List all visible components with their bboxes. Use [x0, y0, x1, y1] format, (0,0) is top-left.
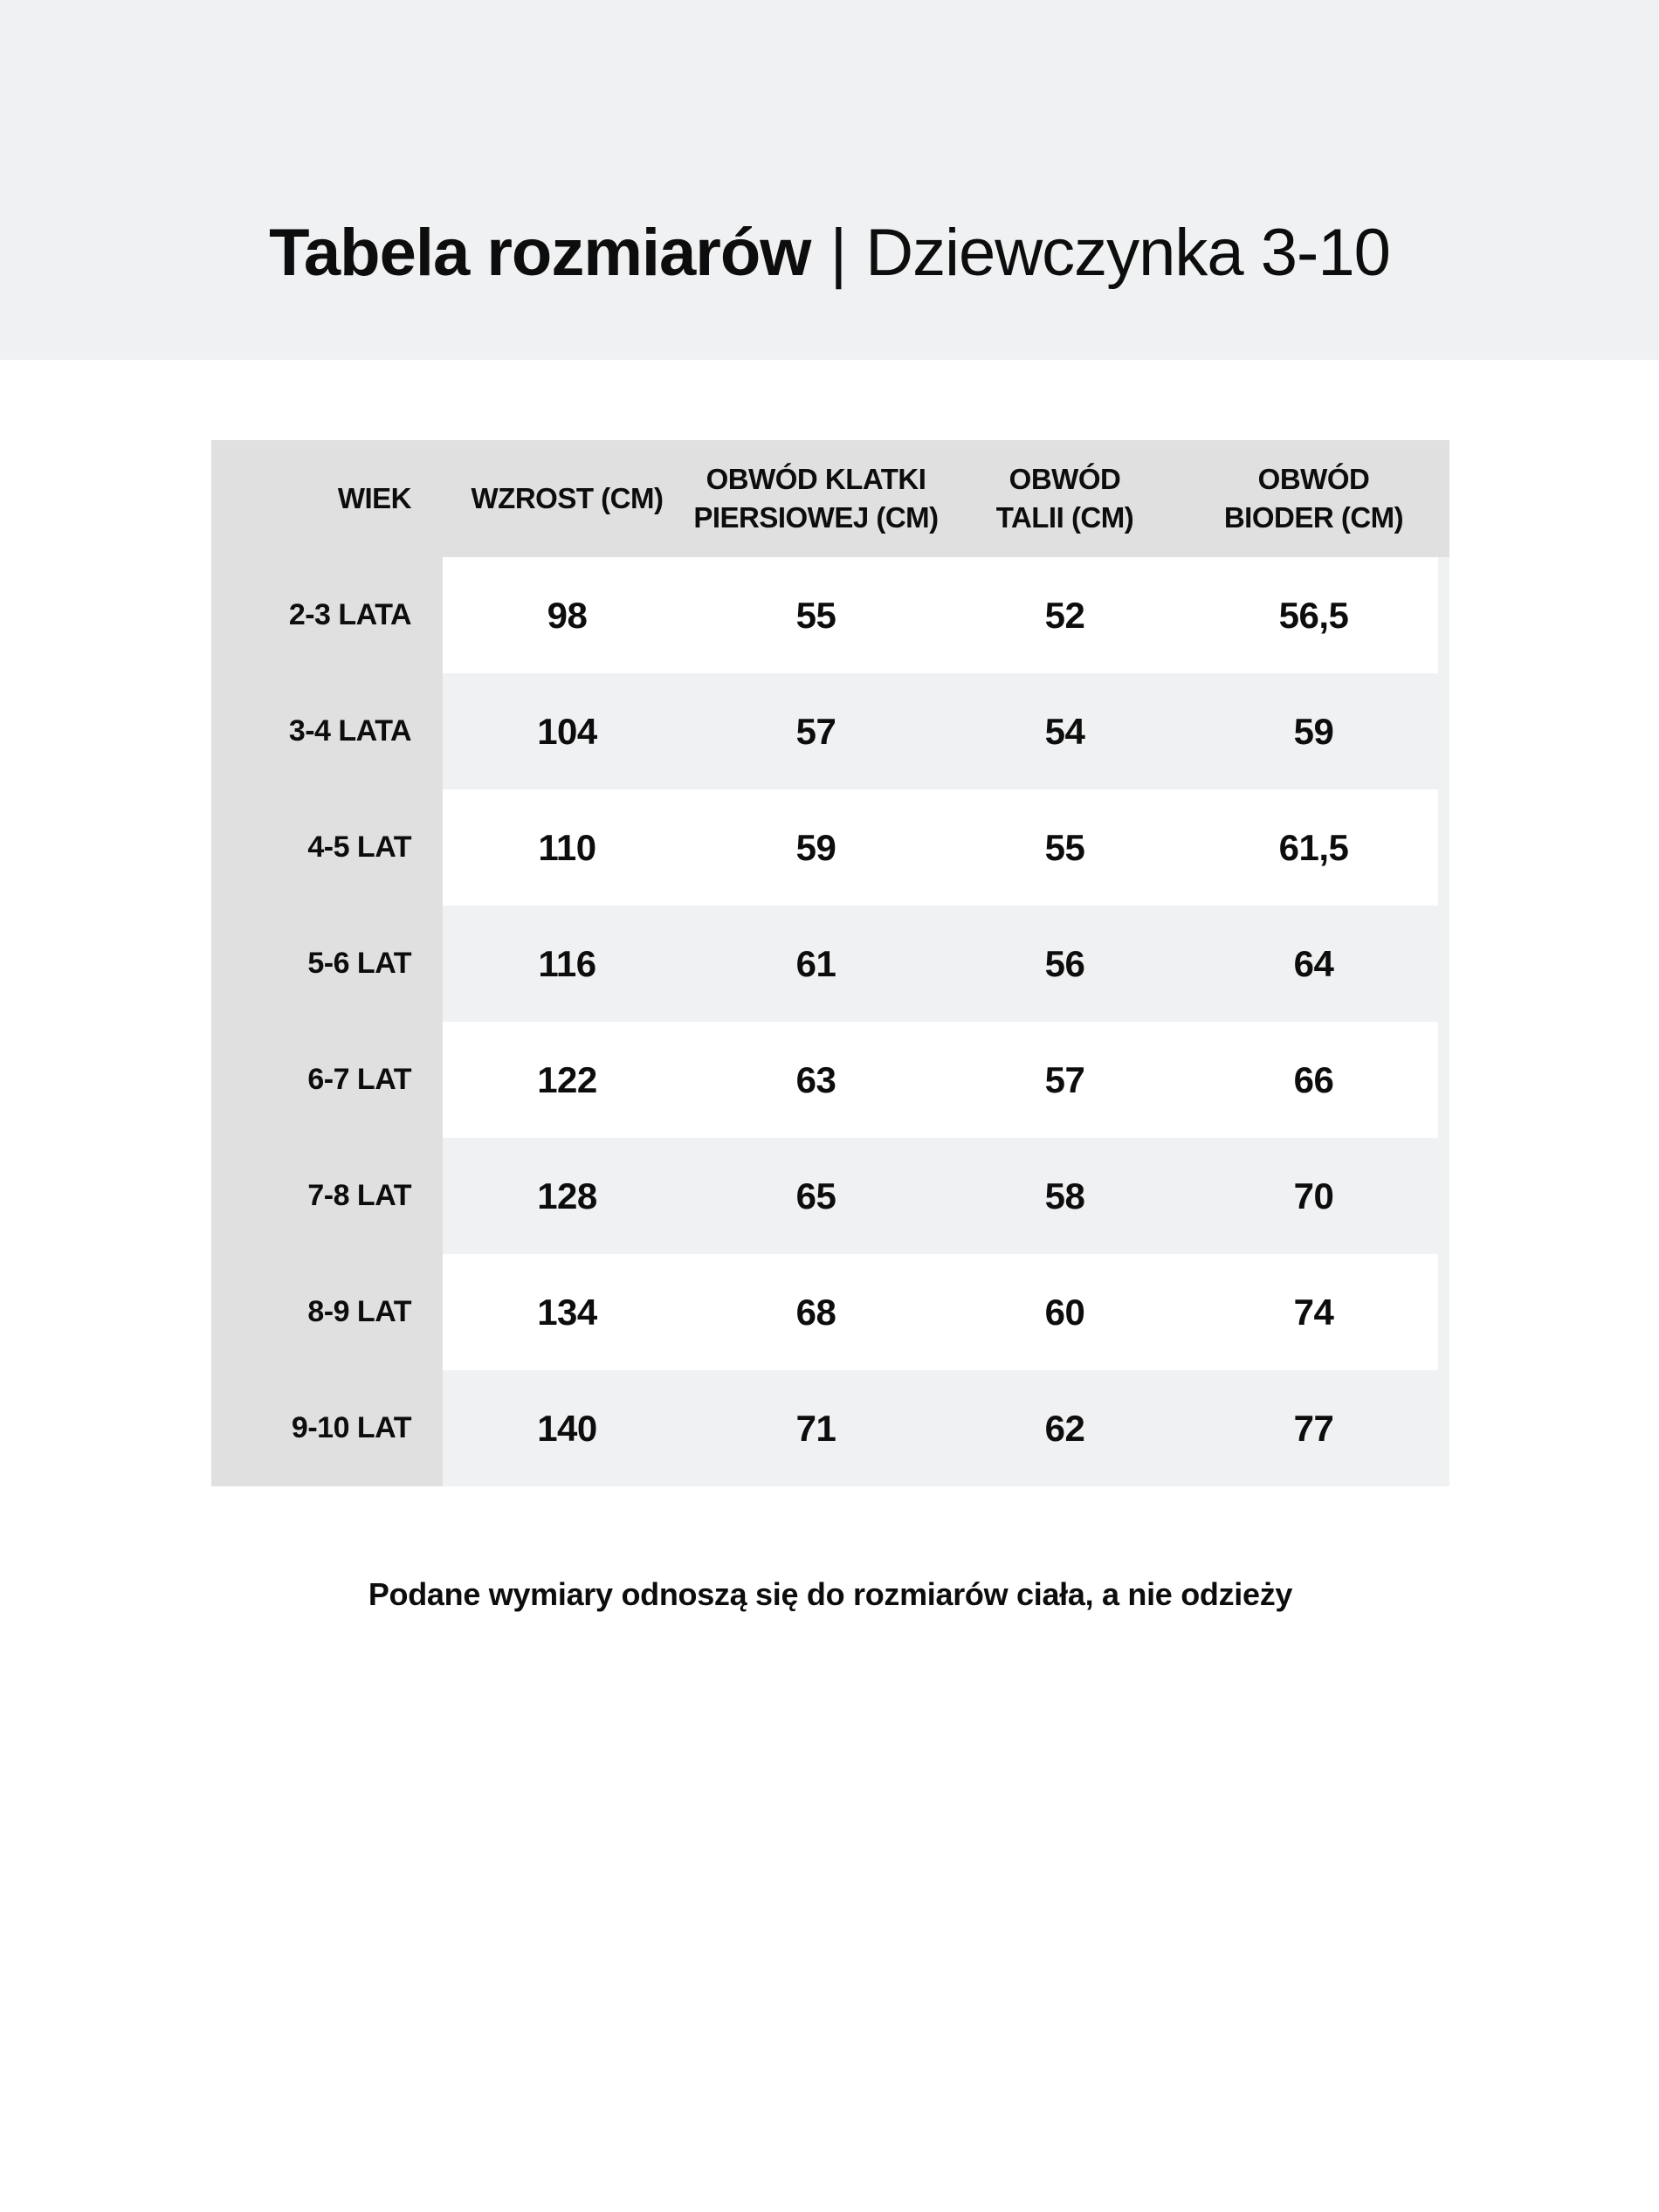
hips-cell: 70: [1189, 1138, 1438, 1254]
chest-cell: 59: [692, 789, 940, 906]
table-row: [211, 1022, 1449, 1138]
page-title: [0, 0, 1659, 290]
height-cell: 116: [443, 906, 692, 1022]
age-cell: 2-3 LATA: [211, 557, 443, 673]
waist-cell: 60: [940, 1254, 1189, 1370]
height-cell: 128: [443, 1138, 692, 1254]
chest-cell: 65: [692, 1138, 940, 1254]
table-header-row: [211, 440, 1449, 557]
size-table: [211, 440, 1449, 1486]
height-cell: 98: [443, 557, 692, 673]
age-cell: 3-4 LATA: [211, 673, 443, 789]
column-header-waist: OBWÓD TALII (CM): [995, 463, 1134, 534]
title-separator: |: [830, 216, 847, 290]
age-cell: 6-7 LAT: [211, 1022, 443, 1138]
waist-cell: 58: [940, 1138, 1189, 1254]
page-title-main: Tabela rozmiarów: [269, 216, 811, 290]
hips-cell: 74: [1189, 1254, 1438, 1370]
table-row: [211, 673, 1449, 789]
height-cell: 134: [443, 1254, 692, 1370]
column-header-age: WIEK: [211, 440, 443, 557]
waist-cell: 57: [940, 1022, 1189, 1138]
chest-cell: 61: [692, 906, 940, 1022]
table-row: [211, 906, 1449, 1022]
hips-cell: 61,5: [1189, 789, 1438, 906]
height-cell: 104: [443, 673, 692, 789]
chest-cell: 71: [692, 1370, 940, 1486]
age-cell: 5-6 LAT: [211, 906, 443, 1022]
table-row: [211, 1138, 1449, 1254]
height-cell: 122: [443, 1022, 692, 1138]
measurement-note: Podane wymiary odnoszą się do rozmiarów ciała, a nie odzieży: [368, 1576, 1293, 1612]
chest-cell: 57: [692, 673, 940, 789]
chest-cell: 55: [692, 557, 940, 673]
age-cell: 7-8 LAT: [211, 1138, 443, 1254]
hips-cell: 56,5: [1189, 557, 1438, 673]
table-row: [211, 557, 1449, 673]
age-cell: 4-5 LAT: [211, 789, 443, 906]
chest-cell: 68: [692, 1254, 940, 1370]
hips-cell: 66: [1189, 1022, 1438, 1138]
height-cell: 110: [443, 789, 692, 906]
hips-cell: 64: [1189, 906, 1438, 1022]
hips-cell: 59: [1189, 673, 1438, 789]
hips-cell: 77: [1189, 1370, 1438, 1486]
scrollbar-track[interactable]: [1438, 557, 1449, 1486]
waist-cell: 62: [940, 1370, 1189, 1486]
column-header-chest: OBWÓD KLATKI PIERSIOWEJ (CM): [693, 463, 939, 534]
table-row: [211, 1370, 1449, 1486]
title-banner: [0, 0, 1659, 360]
age-cell: 8-9 LAT: [211, 1254, 443, 1370]
waist-cell: 54: [940, 673, 1189, 789]
waist-cell: 56: [940, 906, 1189, 1022]
waist-cell: 52: [940, 557, 1189, 673]
column-header-height: WZROST (CM): [471, 482, 664, 514]
table-row: [211, 789, 1449, 906]
column-header-hips: OBWÓD BIODER (CM): [1223, 463, 1404, 534]
age-cell: 9-10 LAT: [211, 1370, 443, 1486]
height-cell: 140: [443, 1370, 692, 1486]
chest-cell: 63: [692, 1022, 940, 1138]
page-title-audience: Dziewczynka 3-10: [865, 216, 1390, 290]
table-row: [211, 1254, 1449, 1370]
waist-cell: 55: [940, 789, 1189, 906]
